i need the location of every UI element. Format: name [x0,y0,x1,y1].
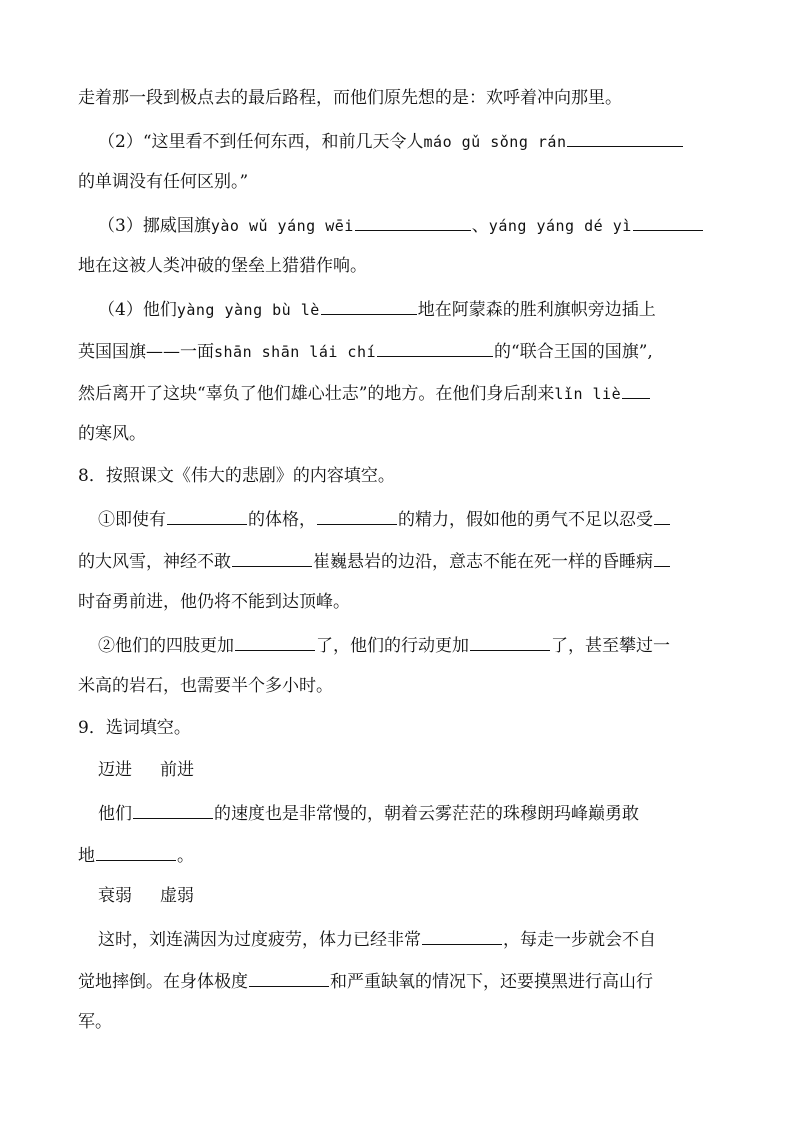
question-8-line-3 [78,590,350,614]
question-text: 的大风雪，神经不敢 [78,552,231,572]
question-text: ①即使有 [98,510,166,530]
question-text: 他们 [98,804,132,824]
pinyin-prompt: lǐn liè [554,385,622,403]
question-4-line-4 [78,422,146,446]
word-option: 衰弱 [98,886,132,906]
answer-blank[interactable] [355,212,471,231]
question-4-line-2 [78,338,653,364]
passage-text: 走着那一段到极点去的最后路程，而他们原先想的是：欢呼着冲向那里。 [78,88,622,108]
question-9-line-4 [78,968,653,994]
separator: 、 [471,216,489,236]
question-2-line-2 [78,170,248,194]
question-8-title [78,464,395,488]
question-text: 的精力，假如他的勇气不足以忍受 [398,510,653,530]
question-text: 。 [177,846,194,866]
question-text: 了，他们的行动更加 [316,636,469,656]
question-text: 崔巍悬岩的边沿，意志不能在死一样的昏睡病 [313,552,653,572]
question-text: 地在这被人类冲破的堡垒上猎猎作响。 [78,256,367,276]
answer-blank[interactable] [235,632,315,651]
word-options-1 [98,758,194,782]
word-option: 前进 [160,760,194,780]
pinyin-prompt: yàng yàng bù lè [176,301,320,319]
text-line [78,86,622,110]
question-9-line-1 [98,800,639,826]
question-text: 然后离开了这块“辜负了他们雄心壮志”的地方。在他们身后刮来 [78,384,555,404]
word-options-2 [98,884,194,908]
pinyin-prompt: yào wǔ yáng wēi [210,217,354,235]
question-2-line-1 [98,128,684,154]
answer-blank[interactable] [321,296,417,315]
question-text: 地在阿蒙森的胜利旗帜旁边插上 [417,300,656,320]
question-8-line-2 [78,548,671,574]
question-text: （4）他们 [98,300,177,320]
question-text: （3）挪威国旗 [98,216,211,236]
answer-blank[interactable] [317,506,397,525]
question-text: 觉地摔倒。在身体极度 [78,972,248,992]
question-text: （2）“这里看不到任何东西，和前几天令人 [98,132,424,152]
question-text: 了，甚至攀过一 [551,636,670,656]
answer-blank[interactable] [133,800,213,819]
question-4-line-3 [78,380,651,406]
question-4-line-1 [98,296,656,322]
pinyin-prompt: yáng yáng dé yì [488,217,632,235]
question-heading: 9．选词填空。 [78,718,191,738]
question-text: 的单调没有任何区别。” [78,172,249,192]
question-text: 的“联合王国的国旗”, [494,342,653,362]
question-text: 这时，刘连满因为过度疲劳，体力已经非常 [98,930,421,950]
question-3-line-2 [78,254,367,278]
question-text: 和严重缺氧的情况下，还要摸黑进行高山行 [330,972,653,992]
answer-blank[interactable] [654,548,670,567]
answer-blank[interactable] [622,380,650,399]
pinyin-prompt: shān shān lái chí [214,343,377,361]
question-text: ，每走一步就会不自 [503,930,656,950]
question-9-line-2 [78,842,194,868]
answer-blank[interactable] [232,548,312,567]
question-text: 的速度也是非常慢的，朝着云雾茫茫的珠穆朗玛峰巅勇敢 [214,804,639,824]
word-option: 虚弱 [160,886,194,906]
question-text: 时奋勇前进，他仍将不能到达顶峰。 [78,592,350,612]
question-8-line-4 [98,632,670,658]
answer-blank[interactable] [96,842,176,861]
answer-blank[interactable] [470,632,550,651]
question-text: 军。 [78,1012,112,1032]
question-8-line-1 [98,506,671,532]
question-text: 的寒风。 [78,424,146,444]
answer-blank[interactable] [377,338,493,357]
question-8-line-5 [78,674,333,698]
question-heading: 8．按照课文《伟大的悲剧》的内容填空。 [78,466,395,486]
question-text: 米高的岩石，也需要半个多小时。 [78,676,333,696]
question-9-line-5 [78,1010,112,1034]
word-option: 迈进 [98,760,132,780]
answer-blank[interactable] [633,212,703,231]
question-text: 英国国旗——一面 [78,342,214,362]
question-3-line-1 [98,212,704,238]
question-9-title [78,716,191,740]
answer-blank[interactable] [654,506,670,525]
pinyin-prompt: máo gǔ sǒng rán [423,133,567,151]
answer-blank[interactable] [167,506,247,525]
answer-blank[interactable] [249,968,329,987]
answer-blank[interactable] [567,128,683,147]
question-text: 地 [78,846,95,866]
question-text: ②他们的四肢更加 [98,636,234,656]
question-text: 的体格， [248,510,316,530]
answer-blank[interactable] [422,926,502,945]
question-9-line-3 [98,926,656,952]
